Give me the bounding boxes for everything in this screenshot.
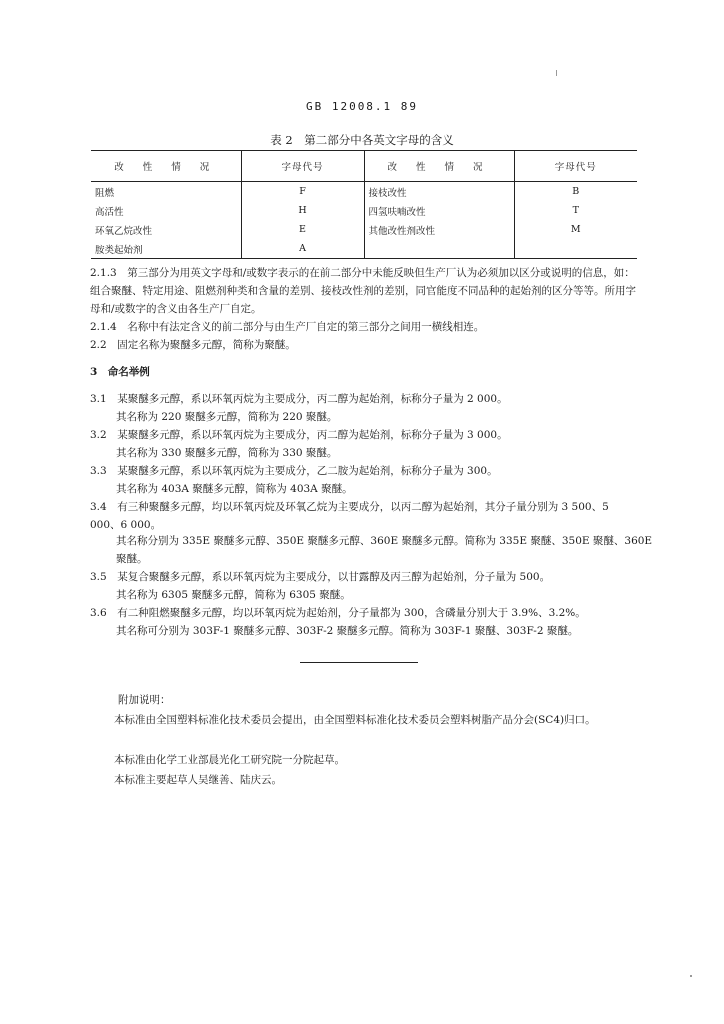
example-3-1-name: 其名称为 220 聚醚多元醇，简称为 220 聚醚。 — [116, 411, 338, 423]
example-3-5-name: 其名称为 6305 聚醚多元醇，简称为 6305 聚醚。 — [116, 589, 351, 601]
notes-heading: 附加说明： — [118, 694, 171, 706]
clause-2-2: 2.2 固定名称为聚醚多元醇，简称为聚醚。 — [90, 339, 296, 351]
table-cell: 环氧乙烷改性 — [95, 225, 153, 237]
table-cell — [364, 239, 514, 259]
table-cell — [514, 239, 637, 259]
col-header: 改 性 情 况 — [91, 151, 241, 182]
end-rule — [300, 662, 418, 663]
example-3-1: 3.1 某聚醚多元醇，系以环氧丙烷为主要成分，丙二醇为起始剂，标称分子量为 2 000。 — [90, 393, 508, 405]
table-title: 表 2 第二部分中各英文字母的含义 — [270, 133, 454, 147]
table-cell: A — [241, 239, 364, 259]
clause-2-1-4: 2.1.4 名称中有法定含义的前二部分与由生产厂自定的第三部分之间用一横线相连。 — [90, 321, 485, 333]
example-3-6-name: 其名称可分别为 303F-1 聚醚多元醇、303F-2 聚醚多元醇。简称为 303F-1 聚醚、303F-2 聚醚。 — [116, 625, 579, 637]
col-header: 字母代号 — [514, 151, 637, 182]
notes-line: 本标准主要起草人吴继善、陆庆云。 — [114, 774, 282, 786]
example-3-4: 3.4 有三种聚醚多元醇，均以环氧丙烷及环氧乙烷为主要成分，以丙二醇为起始剂，其分子量分别为 3 500、5 000、6 000。 — [90, 501, 609, 531]
scan-speck — [556, 70, 557, 76]
example-3-4-name: 其名称分别为 335E 聚醚多元醇、350E 聚醚多元醇、360E 聚醚多元醇。简称为 335E 聚醚、350E 聚醚、360E 聚醚。 — [116, 535, 653, 565]
table-row — [91, 239, 637, 259]
letter-code-table — [91, 150, 637, 259]
page-header: GB 12008.1 89 — [305, 100, 419, 113]
example-3-3-name: 其名称为 403A 聚醚多元醇，简称为 403A 聚醚。 — [116, 483, 353, 495]
table-cell: H — [241, 201, 364, 220]
table-cell: B — [514, 182, 637, 202]
table-cell: E — [241, 220, 364, 239]
table-row — [91, 182, 637, 202]
example-3-3: 3.3 某聚醚多元醇，系以环氧丙烷为主要成分，乙二胺为起始剂，标称分子量为 300。 — [90, 465, 498, 477]
col-header: 改 性 情 况 — [364, 151, 514, 182]
table-cell: F — [241, 182, 364, 202]
notes-line: 本标准由全国塑料标准化技术委员会提出，由全国塑料标准化技术委员会塑料树脂产品分会(SC4)归口。 — [114, 714, 596, 726]
table-cell: 胺类起始剂 — [91, 239, 241, 259]
col-header: 字母代号 — [241, 151, 364, 182]
example-3-6: 3.6 有二种阻燃聚醚多元醇，均以环氧丙烷为起始剂，分子量都为 300，含磷量分别大于 3.9%、3.2%。 — [90, 607, 586, 619]
table-cell: 接枝改性 — [364, 182, 514, 202]
section-3-heading: 3 命名举例 — [90, 366, 150, 378]
table-row — [91, 201, 637, 220]
example-3-2: 3.2 某聚醚多元醇，系以环氧丙烷为主要成分，丙二醇为起始剂，标称分子量为 3 000。 — [90, 429, 508, 441]
table-cell: 四氢呋喃改性 — [364, 201, 514, 220]
example-3-5: 3.5 某复合聚醚多元醇，系以环氧丙烷为主要成分，以甘露醇及丙三醇为起始剂，分子量为 500。 — [90, 571, 551, 583]
table-row — [91, 220, 637, 239]
clause-2-1-3: 2.1.3 第三部分为用英文字母和/或数字表示的在前二部分中未能反映但生产厂认为必须加以区分或说明的信息，如：组合聚醚、特定用途、阻燃剂种类和含量的差别、接枝改性剂的差别，同官能度不同品种的起始剂的区分等等。所用字母和/或数字的含义由各生产厂自定。 — [90, 267, 636, 315]
notes-line: 本标准由化学工业部晨光化工研究院一分院起草。 — [114, 754, 345, 766]
table-cell: M — [514, 220, 637, 239]
table-cell: 阻燃 — [95, 187, 115, 199]
example-3-2-name: 其名称为 330 聚醚多元醇，简称为 330 聚醚。 — [116, 447, 338, 459]
table-header-row — [91, 151, 637, 182]
scan-speck — [690, 975, 692, 977]
table-cell: 其他改性剂改性 — [364, 220, 514, 239]
table-cell: 高活性 — [95, 206, 124, 218]
table-cell: T — [514, 201, 637, 220]
